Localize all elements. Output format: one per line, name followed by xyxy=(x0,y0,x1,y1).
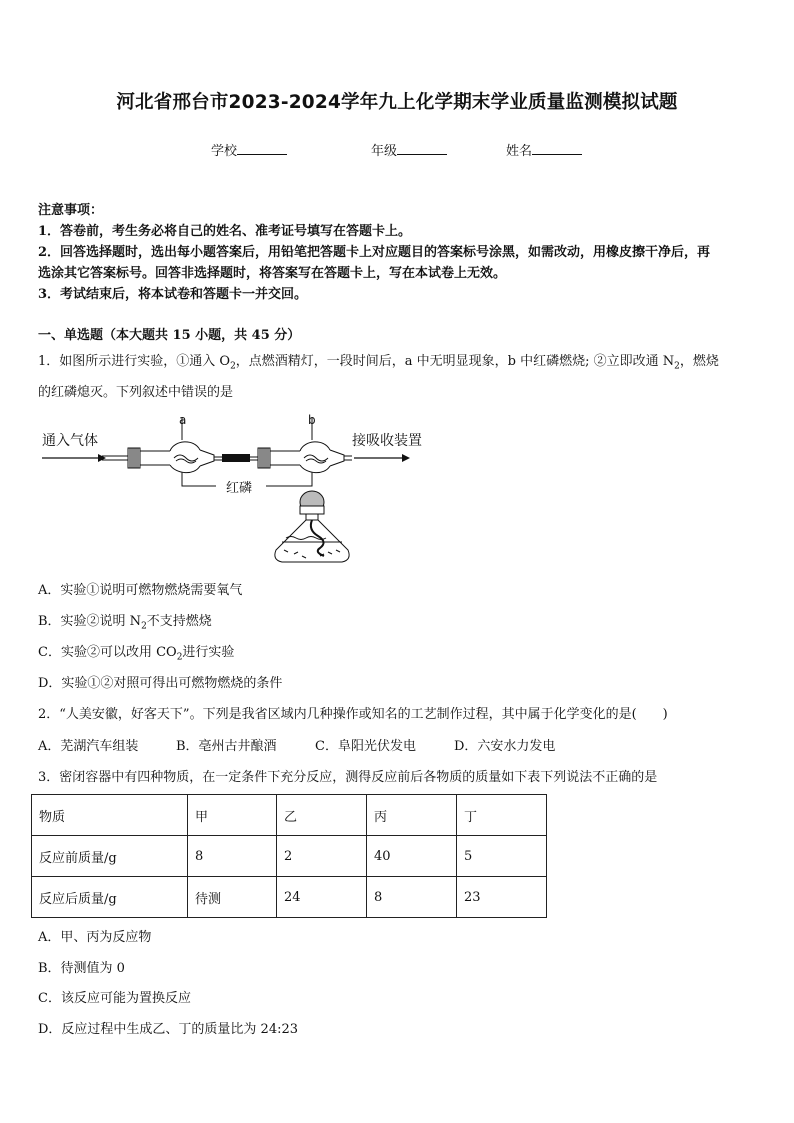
option-text: 不支持燃烧 xyxy=(146,614,212,629)
q2-option-c[interactable]: C．阜阳光伏发电 xyxy=(315,739,416,754)
table-cell: 反应后质量/g xyxy=(32,877,188,918)
school-blank[interactable] xyxy=(237,142,287,155)
q2-option-d[interactable]: D．六安水力发电 xyxy=(454,739,556,754)
table-cell: 2 xyxy=(277,836,367,877)
stopper-b-icon xyxy=(258,448,270,468)
table-cell: 待测 xyxy=(188,877,277,918)
table-header-cell: 乙 xyxy=(277,795,367,836)
school-label: 学校 xyxy=(211,144,238,159)
option-text: C．实验②可以改用 CO xyxy=(38,645,177,660)
q2-option-b[interactable]: B．亳州古井酿酒 xyxy=(176,739,277,754)
q2-option-a[interactable]: A．芜湖汽车组装 xyxy=(38,739,139,754)
table-cell: 23 xyxy=(457,877,547,918)
q3-option-c[interactable]: C．该反应可能为置换反应 xyxy=(38,991,191,1006)
name-label: 姓名 xyxy=(506,144,533,159)
q1-stem-line1 xyxy=(38,353,719,376)
q1-option-c[interactable] xyxy=(38,644,234,667)
grade-field xyxy=(371,140,447,159)
name-blank[interactable] xyxy=(532,142,582,155)
notice-heading: 注意事项： xyxy=(38,203,104,218)
q1-stem-part: 1．如图所示进行实验，①通入 O xyxy=(38,354,231,369)
rubber-connector xyxy=(222,454,250,462)
phosphorus-label: 红磷 xyxy=(226,481,253,496)
tube-b xyxy=(270,413,344,473)
q1-subscript: 2 xyxy=(230,361,236,372)
outlet-label: 接吸收装置 xyxy=(352,433,422,449)
table-cell: 40 xyxy=(367,836,457,877)
option-text: 进行实验 xyxy=(182,645,235,660)
table-row xyxy=(32,836,547,877)
grade-blank[interactable] xyxy=(397,142,447,155)
notice-item: 1．答卷前，考生务必将自己的姓名、准考证号填写在答题卡上。 xyxy=(38,224,412,239)
table-cell: 5 xyxy=(457,836,547,877)
notice-item: 2．回答选择题时，选出每小题答案后，用铅笔把答题卡上对应题目的答案标号涂黑，如需改动，用橡皮擦干净后，再 xyxy=(38,245,711,260)
q1-stem-part: ，燃烧 xyxy=(679,354,719,369)
table-row xyxy=(32,877,547,918)
q1-stem-line2: 的红磷熄灭。下列叙述中错误的是 xyxy=(38,385,234,400)
school-field xyxy=(211,140,287,159)
section-heading: 一、单选题（本大题共 15 小题，共 45 分） xyxy=(38,328,301,343)
exam-title: 河北省邢台市2023-2024学年九上化学期末学业质量监测模拟试题 xyxy=(116,92,678,113)
table-cell: 8 xyxy=(188,836,277,877)
option-subscript: 2 xyxy=(176,652,183,663)
table-cell: 24 xyxy=(277,877,367,918)
q1-option-a[interactable]: A．实验①说明可燃物燃烧需要氧气 xyxy=(38,583,243,598)
label-a: a xyxy=(179,413,187,427)
q1-stem-part: ，点燃酒精灯，一段时间后，a 中无明显现象，b 中红磷燃烧; ②立即改通 N xyxy=(235,354,675,369)
stopper-a-icon xyxy=(128,448,140,468)
table-header-row xyxy=(32,795,547,836)
table-header-cell: 丙 xyxy=(367,795,457,836)
name-field xyxy=(506,140,582,159)
q3-option-b[interactable]: B．待测值为 0 xyxy=(38,961,125,976)
table-header-cell: 甲 xyxy=(188,795,277,836)
notice-item: 选涂其它答案标号。回答非选择题时，将答案写在答题卡上，写在本试卷上无效。 xyxy=(38,266,507,281)
label-b: b xyxy=(308,413,316,427)
table-cell: 8 xyxy=(367,877,457,918)
option-text: B．实验②说明 N xyxy=(38,614,142,629)
table-header-cell: 丁 xyxy=(457,795,547,836)
option-subscript: 2 xyxy=(141,621,147,632)
grade-label: 年级 xyxy=(371,144,398,159)
q2-stem: 2．“人美安徽，好客天下”。下列是我省区域内几种操作或知名的工艺制作过程，其中属于化学变化的是( ) xyxy=(38,707,668,722)
q1-option-b[interactable] xyxy=(38,613,212,636)
q3-option-a[interactable]: A．甲、丙为反应物 xyxy=(38,930,152,945)
table-cell: 反应前质量/g xyxy=(32,836,188,877)
tube-a xyxy=(140,413,214,473)
table-header-cell: 物质 xyxy=(32,795,188,836)
q3-option-d[interactable]: D．反应过程中生成乙、丁的质量比为 24:23 xyxy=(38,1022,299,1037)
q3-stem: 3．密闭容器中有四种物质，在一定条件下充分反应，测得反应前后各物质的质量如下表下列说法不正确的是 xyxy=(38,770,658,785)
alcohol-lamp-icon xyxy=(275,491,349,562)
q1-subscript: 2 xyxy=(674,361,680,372)
notice-item: 3．考试结束后，将本试卷和答题卡一并交回。 xyxy=(38,287,308,302)
q3-mass-table xyxy=(31,794,547,918)
inlet-label: 通入气体 xyxy=(42,433,98,449)
q1-apparatus-diagram xyxy=(36,410,456,575)
q1-option-d[interactable]: D．实验①②对照可得出可燃物燃烧的条件 xyxy=(38,676,283,691)
